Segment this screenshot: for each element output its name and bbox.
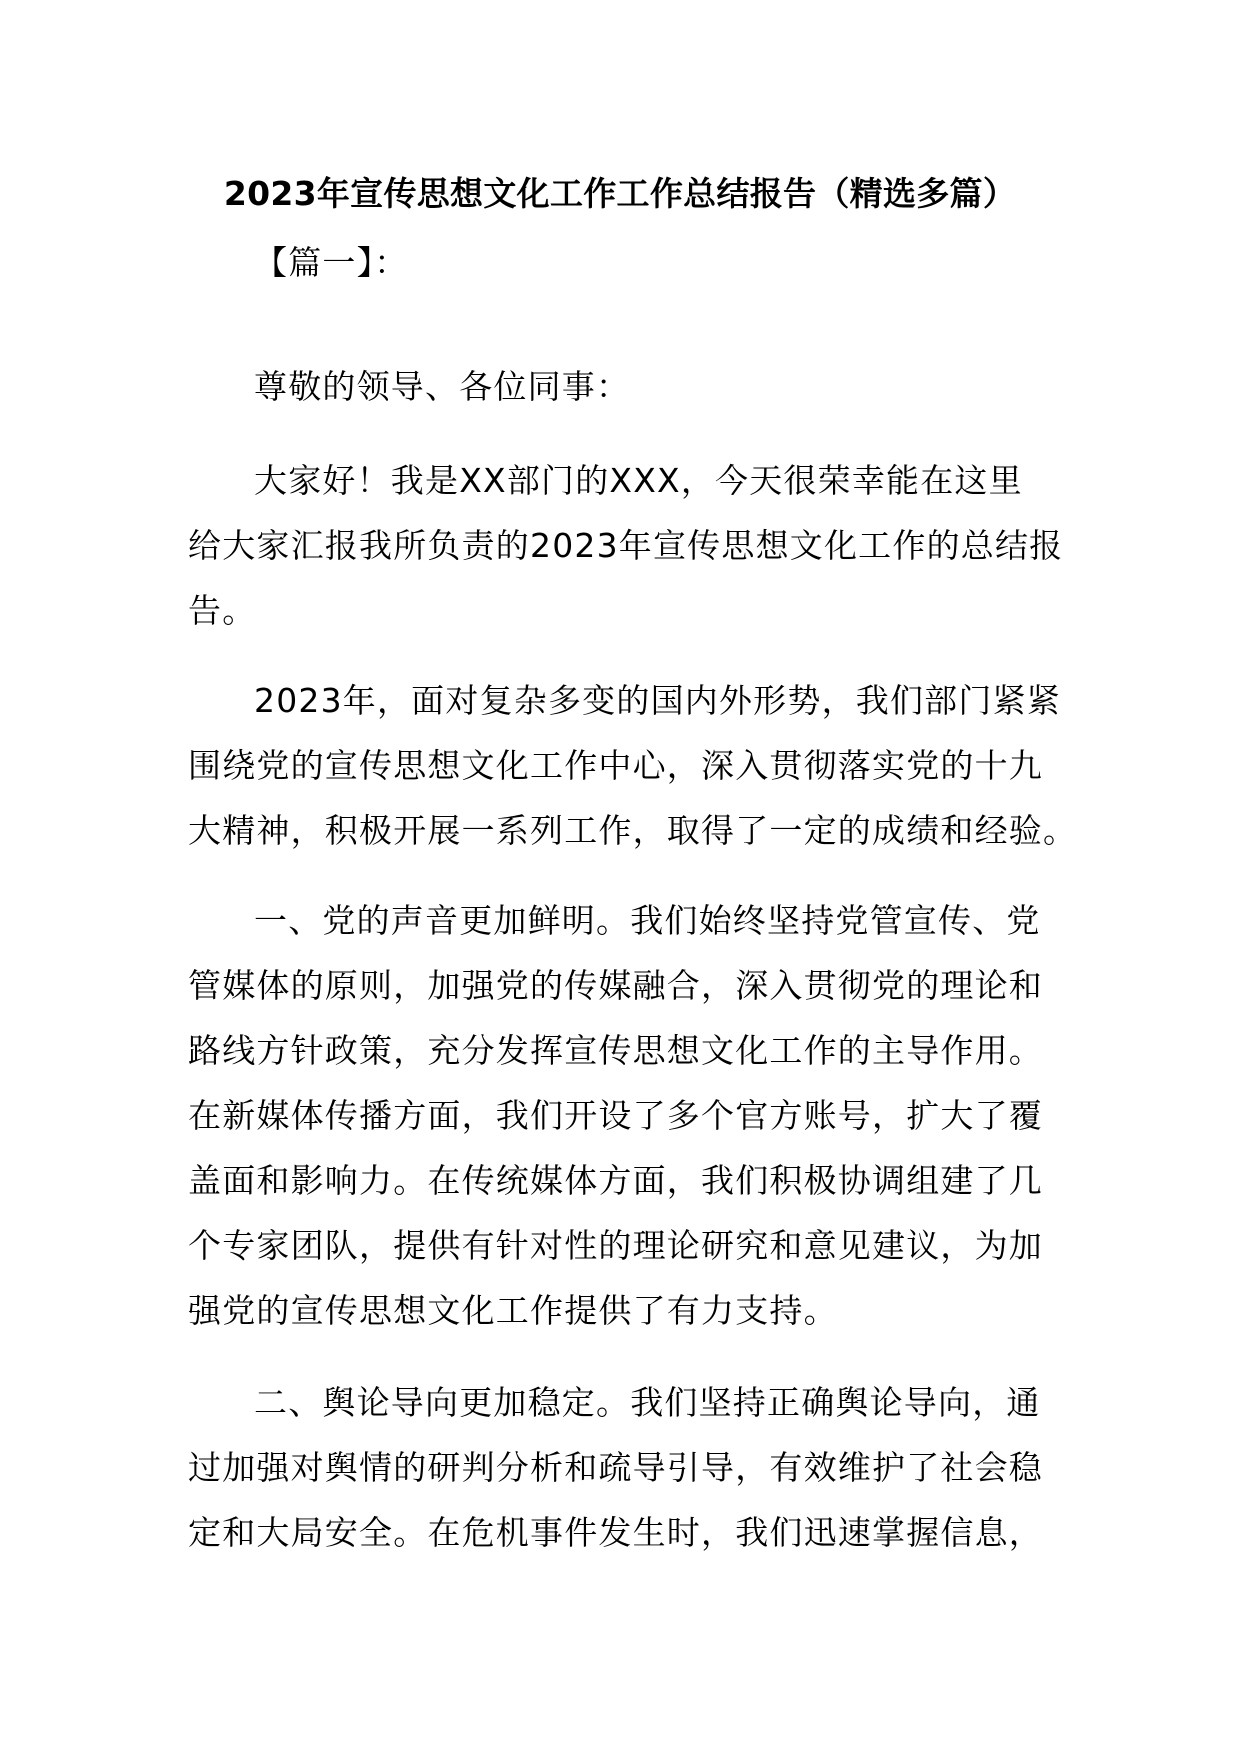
paragraph-line: 给大家汇报我所负责的2023年宣传思想文化工作的总结报 — [188, 526, 1064, 565]
paragraph-line: 在新媒体传播方面，我们开设了多个官方账号，扩大了覆 — [188, 1096, 1043, 1135]
paragraph-line: 围绕党的宣传思想文化工作中心，深入贯彻落实党的十九 — [188, 746, 1043, 785]
paragraph-point-two — [188, 1370, 1058, 1565]
paragraph-line: 管媒体的原则，加强党的传媒融合，深入贯彻党的理论和 — [188, 966, 1043, 1005]
paragraph-line: 大精神，积极开展一系列工作，取得了一定的成绩和经验。 — [188, 811, 1078, 850]
paragraph-intro — [188, 448, 1064, 643]
paragraph-line: 个专家团队，提供有针对性的理论研究和意见建议，为加 — [188, 1226, 1043, 1265]
document-title: 2023年宣传思想文化工作工作总结报告（精选多篇） — [223, 174, 1017, 213]
paragraph-line: 过加强对舆情的研判分析和疏导引导，有效维护了社会稳 — [188, 1448, 1043, 1487]
paragraph-line: 2023年，面对复杂多变的国内外形势，我们部门紧紧 — [254, 681, 1061, 720]
paragraph-line: 定和大局安全。在危机事件发生时，我们迅速掌握信息， — [188, 1513, 1043, 1552]
section-label-text: 【篇一】： — [254, 243, 409, 282]
paragraph-line: 告。 — [188, 591, 257, 630]
paragraph-line: 二、舆论导向更加稳定。我们坚持正确舆论导向，通 — [254, 1383, 1041, 1422]
paragraph-overview — [188, 668, 1078, 863]
paragraph-point-one — [188, 888, 1058, 1343]
paragraph-line: 盖面和影响力。在传统媒体方面，我们积极协调组建了几 — [188, 1161, 1043, 1200]
paragraph-line: 一、党的声音更加鲜明。我们始终坚持党管宣传、党 — [254, 901, 1041, 940]
salutation-text: 尊敬的领导、各位同事： — [254, 367, 631, 406]
paragraph-line: 路线方针政策，充分发挥宣传思想文化工作的主导作用。 — [188, 1031, 1043, 1070]
salutation — [188, 354, 1058, 419]
section-label — [188, 230, 1058, 295]
paragraph-line: 大家好！我是XX部门的XXX，今天很荣幸能在这里 — [254, 461, 1023, 500]
paragraph-line: 强党的宣传思想文化工作提供了有力支持。 — [188, 1291, 838, 1330]
